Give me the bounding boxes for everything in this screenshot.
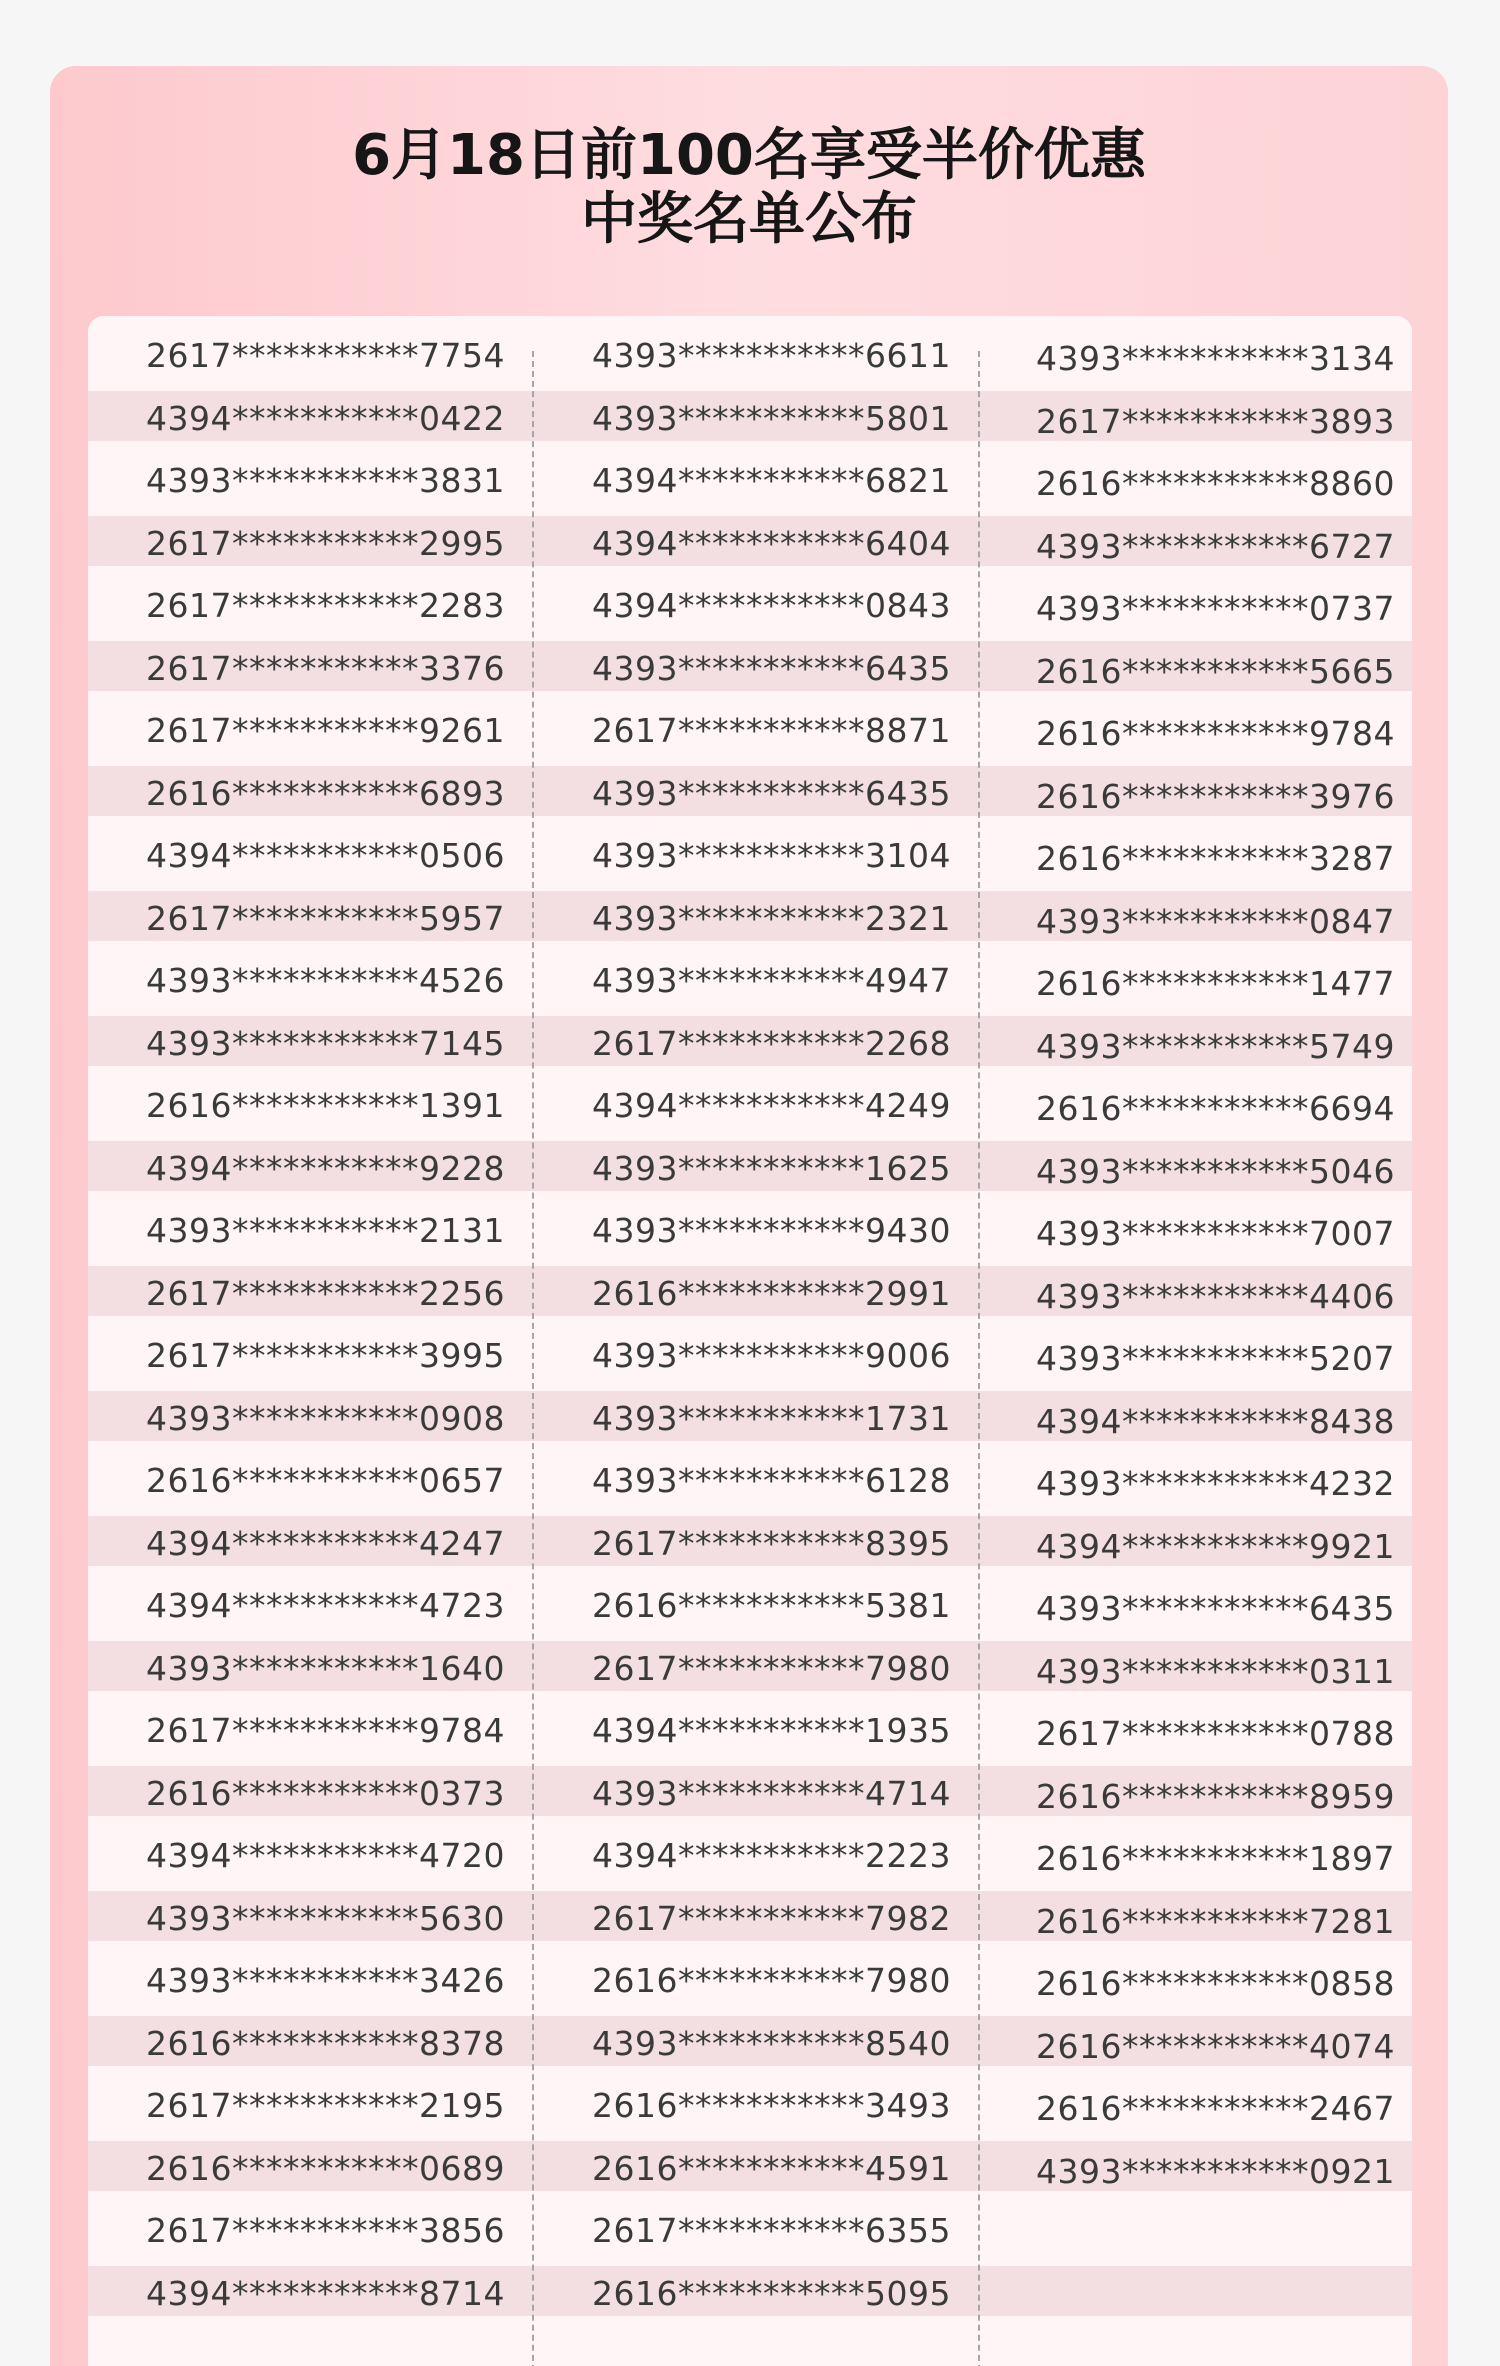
list-item: 2616***********3976 (1036, 776, 1395, 816)
list-item: 4393***********9006 (592, 1336, 951, 1375)
list-item: 4393***********9430 (592, 1211, 951, 1250)
list-item: 2616***********6694 (1036, 1089, 1395, 1128)
list-item: 4393***********2321 (592, 898, 951, 938)
list-item: 4393***********4947 (592, 961, 951, 1000)
list-item: 2617***********8395 (592, 1523, 951, 1563)
list-item: 2617***********8871 (592, 711, 951, 750)
list-item: 2617***********2283 (146, 586, 505, 625)
list-item: 4394***********2223 (592, 1836, 951, 1875)
list-item: 4393***********6727 (1036, 526, 1395, 566)
list-item: 4394***********6821 (592, 461, 951, 500)
list-item: 4393***********4714 (592, 1773, 951, 1813)
list-item: 2617***********2195 (146, 2086, 505, 2125)
list-item: 4393***********5749 (1036, 1026, 1395, 1066)
list-item: 4394***********8714 (146, 2273, 505, 2313)
list-item: 4393***********4526 (146, 961, 505, 1000)
list-item: 2616***********3493 (592, 2086, 951, 2125)
column-divider-1 (532, 351, 534, 2366)
list-item: 2616***********0858 (1036, 1964, 1395, 2003)
winner-table (88, 316, 1412, 2366)
list-item: 2616***********4074 (1036, 2026, 1395, 2066)
list-item: 2617***********7754 (146, 336, 505, 375)
list-item: 4393***********0908 (146, 1398, 505, 1438)
list-item: 4394***********0506 (146, 836, 505, 875)
list-item: 4394***********6404 (592, 523, 951, 563)
list-item: 2616***********0689 (146, 2148, 505, 2188)
list-item: 4394***********9921 (1036, 1526, 1395, 1566)
list-item: 2616***********1897 (1036, 1839, 1395, 1878)
list-item: 2616***********8860 (1036, 464, 1395, 503)
list-item: 4393***********0737 (1036, 589, 1395, 628)
list-item: 4393***********3426 (146, 1961, 505, 2000)
list-item: 4393***********4232 (1036, 1464, 1395, 1503)
list-item: 2617***********7980 (592, 1648, 951, 1688)
list-item: 4393***********0921 (1036, 2151, 1395, 2191)
list-item: 2616***********8378 (146, 2023, 505, 2063)
list-item: 4394***********8438 (1036, 1401, 1395, 1441)
list-item: 4393***********5046 (1036, 1151, 1395, 1191)
list-item: 4393***********2131 (146, 1211, 505, 1250)
list-item: 4393***********5801 (592, 398, 951, 438)
list-item: 4393***********6435 (592, 648, 951, 688)
list-item: 4393***********1731 (592, 1398, 951, 1438)
list-item: 2617***********6355 (592, 2211, 951, 2250)
list-item: 2616***********0373 (146, 1773, 505, 1813)
list-item: 2617***********2256 (146, 1273, 505, 1313)
list-item: 2616***********2467 (1036, 2089, 1395, 2128)
list-item: 2616***********7281 (1036, 1901, 1395, 1941)
list-item: 2616***********1477 (1036, 964, 1395, 1003)
title-line-1: 6月18日前100名享受半价优惠 (352, 123, 1146, 188)
list-item: 2617***********3893 (1036, 401, 1395, 441)
list-item: 4393***********6611 (592, 336, 951, 375)
list-item: 2616***********1391 (146, 1086, 505, 1125)
list-item: 2616***********4591 (592, 2148, 951, 2188)
list-item: 4393***********0847 (1036, 901, 1395, 941)
table-row-stripe (88, 2316, 1412, 2366)
list-item: 4393***********0311 (1036, 1651, 1395, 1691)
list-item: 2616***********8959 (1036, 1776, 1395, 1816)
list-item: 2616***********9784 (1036, 714, 1395, 753)
list-item: 2617***********7982 (592, 1898, 951, 1938)
list-item: 2616***********2991 (592, 1273, 951, 1313)
winner-list-card (50, 66, 1448, 2366)
list-item: 2616***********7980 (592, 1961, 951, 2000)
list-item: 4394***********4723 (146, 1586, 505, 1625)
list-item: 4393***********6435 (592, 773, 951, 813)
list-item: 4393***********3831 (146, 461, 505, 500)
list-item: 4394***********0422 (146, 398, 505, 438)
list-item: 2617***********2268 (592, 1023, 951, 1063)
list-item: 4393***********7145 (146, 1023, 505, 1063)
list-item: 4393***********3134 (1036, 339, 1395, 378)
list-item: 4394***********4247 (146, 1523, 505, 1563)
list-item: 4393***********3104 (592, 836, 951, 875)
list-item: 4394***********4720 (146, 1836, 505, 1875)
list-item: 2616***********5381 (592, 1586, 951, 1625)
list-item: 2617***********3995 (146, 1336, 505, 1375)
list-item: 2617***********5957 (146, 898, 505, 938)
list-item: 4393***********5630 (146, 1898, 505, 1938)
page-title (50, 124, 1448, 252)
list-item: 4393***********1640 (146, 1648, 505, 1688)
list-item: 2617***********9261 (146, 711, 505, 750)
list-item: 4393***********1625 (592, 1148, 951, 1188)
list-item: 4393***********7007 (1036, 1214, 1395, 1253)
list-item: 2616***********0657 (146, 1461, 505, 1500)
list-item: 2616***********5095 (592, 2273, 951, 2313)
list-item: 4394***********0843 (592, 586, 951, 625)
list-item: 4393***********6128 (592, 1461, 951, 1500)
column-divider-2 (978, 351, 980, 2366)
list-item: 4394***********4249 (592, 1086, 951, 1125)
list-item: 4394***********1935 (592, 1711, 951, 1750)
list-item: 4394***********9228 (146, 1148, 505, 1188)
list-item: 4393***********6435 (1036, 1589, 1395, 1628)
list-item: 2617***********3856 (146, 2211, 505, 2250)
list-item: 2616***********5665 (1036, 651, 1395, 691)
list-item: 4393***********5207 (1036, 1339, 1395, 1378)
list-item: 2616***********6893 (146, 773, 505, 813)
list-item: 2616***********3287 (1036, 839, 1395, 878)
list-item: 2617***********9784 (146, 1711, 505, 1750)
list-item: 2617***********0788 (1036, 1714, 1395, 1753)
title-line-2: 中奖名单公布 (581, 187, 917, 252)
list-item: 4393***********4406 (1036, 1276, 1395, 1316)
list-item: 2617***********3376 (146, 648, 505, 688)
list-item: 2617***********2995 (146, 523, 505, 563)
list-item: 4393***********8540 (592, 2023, 951, 2063)
